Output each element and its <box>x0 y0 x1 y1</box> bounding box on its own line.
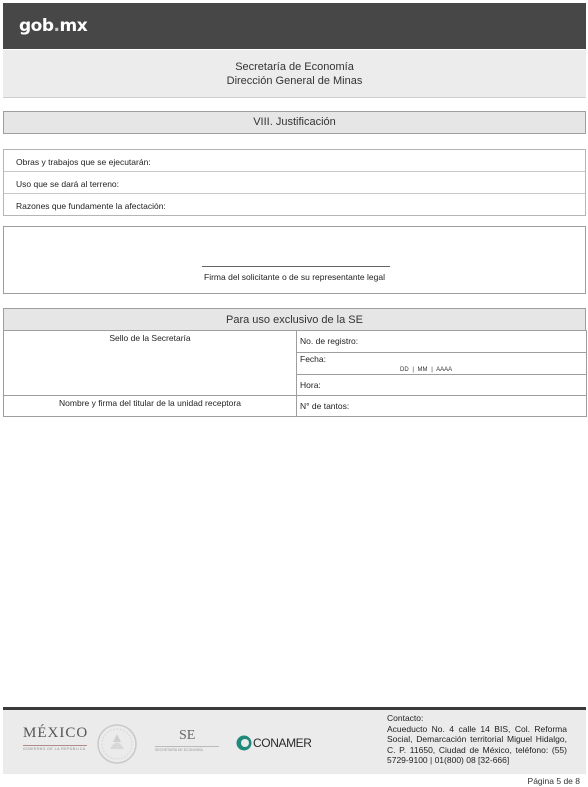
section-title: VIII. Justificación <box>3 111 586 134</box>
holder-label: Nombre y firma del titular de la unidad receptora <box>59 398 241 408</box>
conamer-logo-icon <box>235 733 325 753</box>
page-number: Página 5 de 8 <box>527 776 580 786</box>
se-exclusive-title: Para uso exclusivo de la SE <box>3 308 586 331</box>
justification-fields <box>3 149 586 216</box>
top-bar <box>3 3 586 49</box>
se-exclusive-table <box>3 330 587 417</box>
page-footer <box>3 707 586 774</box>
land-use-field[interactable]: Uso que se dará al terreno: <box>4 172 585 194</box>
seal-label: Sello de la Secretaría <box>109 333 191 343</box>
se-logo-subtitle: SECRETARÍA DE ECONOMÍA <box>155 748 203 752</box>
se-logo: SE <box>179 728 196 743</box>
contact-info <box>387 713 567 766</box>
time-field[interactable]: Hora: <box>297 375 587 396</box>
contact-body: Acueducto No. 4 calle 14 BIS, Col. Reforma Social, Demarcación territorial Miguel Hidalgo, C. P. 11650, Ciudad de México, teléfono: (55) 5729-9100 | 01(800) 08 [32-666] <box>387 723 567 765</box>
signature-line[interactable] <box>202 266 390 267</box>
date-field[interactable]: Fecha: DD | MM | AAAA <box>297 353 587 375</box>
reasons-field[interactable]: Razones que fundamente la afectación: <box>16 201 166 211</box>
seal-cell <box>4 331 297 396</box>
conamer-logo-text: CONAMER <box>253 736 312 750</box>
signature-label: Firma del solicitante o de su representante legal <box>204 272 385 282</box>
works-field[interactable]: Obras y trabajos que se ejecutarán: <box>4 150 585 172</box>
header-ministry: Secretaría de Economía <box>235 61 354 73</box>
contact-title: Contacto: <box>387 713 424 723</box>
date-format: DD | MM | AAAA <box>400 367 453 373</box>
header-directorate: Dirección General de Minas <box>226 75 363 87</box>
copies-field[interactable]: N° de tantos: <box>297 396 587 417</box>
mexico-logo-rule <box>23 745 87 746</box>
se-logo-rule <box>155 746 219 747</box>
mexico-logo: MÉXICO <box>23 725 89 741</box>
holder-cell <box>4 396 297 417</box>
coat-of-arms-icon <box>95 722 139 766</box>
document-header <box>3 50 586 98</box>
registry-field[interactable]: No. de registro: <box>297 331 587 353</box>
gobmx-logo[interactable]: gob.mx <box>19 16 88 36</box>
mexico-logo-subtitle: GOBIERNO DE LA REPÚBLICA <box>23 747 86 751</box>
signature-box <box>3 226 586 294</box>
